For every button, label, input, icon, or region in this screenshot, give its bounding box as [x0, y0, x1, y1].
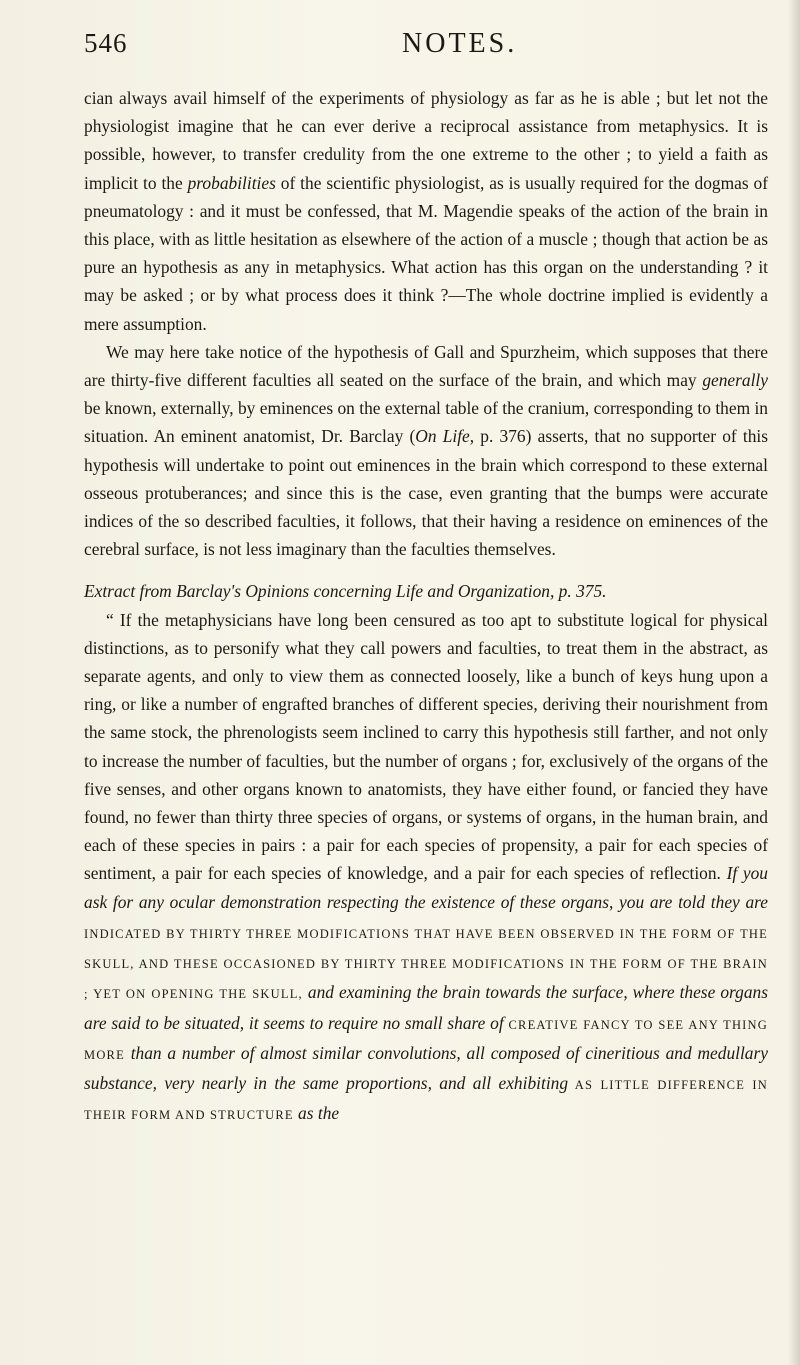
paragraph2-book-title: On Life: [415, 426, 470, 447]
quote-italic-h: as the: [298, 1103, 340, 1124]
page-edge-shadow: [788, 0, 800, 1365]
running-head: NOTES.: [402, 28, 518, 59]
quote-italic-d: and examining the brain towards the surface, where these organs are said to be situated, it seems to require no small share of: [84, 982, 768, 1033]
paragraph2-text-c: be known, externally, by eminences on the external table of the cranium, corresponding to them in situation. An eminent anatomist, Dr. Barclay (: [84, 398, 768, 447]
page-body: [84, 84, 768, 1129]
page-number: 546: [84, 28, 128, 58]
paragraph1-emphasis: probabilities: [187, 172, 276, 193]
paragraph-continuation: [84, 84, 768, 338]
quote-text-a: “ If the metaphysicians have long been censured as too apt to substitute logical for physical distinctions, as to personify what they call powers and faculties, to treat them in the abstract, as separate agents, and only to view them as connected loosely, like a bunch of keys hung upon a ring, or like a number of engrafted branches of different species, deriving their nourishment from the same stock, the phrenologists seem inclined to carry this hypothesis still farther, and not only to increase the number of faculties, but the number of organs ; for, exclusively of the organs of the five senses, and other organs known to anatomists, they have either found, or fancied they have found, no fewer than thirty three species of organs, or systems of organs, in the human brain, and each of these species in pairs : a pair for each species of propensity, a pair for each species of sentiment, a pair for each species of knowledge, and a pair for each species of reflection.: [84, 609, 768, 884]
paragraph2-text-a: We may here take notice of the hypothesis of Gall and Spurzheim, which supposes that there are thirty-five different faculties all seated on the surface of the brain, and which may: [84, 341, 768, 391]
quote-smallcaps-c: INDICATED BY THIRTY THREE MODIFICATIONS THAT HAVE BEEN OBSERVED IN THE FORM OF THE SKULL, AND THESE OCCASIONED BY THIRTY THREE MODIFICATIONS IN THE FORM OF THE BRAIN ; YET ON OPENING THE SKULL,: [84, 926, 768, 1002]
paragraph2-emphasis-generally: generally: [702, 370, 768, 391]
quote-italic-b: If you ask for any ocular demonstration respecting the existence of these organs, you are told they are: [84, 863, 768, 912]
page-header: [84, 28, 704, 68]
barclay-quotation: [84, 606, 768, 1130]
paragraph1-text-a: cian always avail himself of the experiments of physiology as far as he is able ; but let not the physiologist imagine that he can ever derive a reciprocal assistance from metaphysics. It is possible, however, to transfer credulity from the one extreme to the other ; to yield a faith as implicit to the: [84, 88, 768, 193]
paragraph-gall-spurzheim: [84, 338, 768, 564]
extract-title: Extract from Barclay's Opinions concerning Life and Organization, p. 375.: [84, 581, 607, 602]
quote-italic-f: than a number of almost similar convolutions, all composed of cineritious and medullary substance, very nearly in the same proportions, and all exhibiting: [84, 1042, 768, 1093]
quote-smallcaps-g: AS LITTLE DIFFERENCE IN THEIR FORM AND STRUCTURE: [84, 1077, 768, 1123]
paragraph2-text-e: , p. 376) asserts, that no supporter of this hypothesis will undertake to point out eminences in the brain which correspond to these external osseous protuberances; and since this is the case, even granting that the bumps were accurate indices of the so described faculties, it follows, that their having a residence on eminences of the cerebral surface, is not less imaginary than the faculties themselves.: [84, 426, 769, 560]
quote-smallcaps-e: CREATIVE FANCY TO SEE ANY THING MORE: [84, 1017, 768, 1062]
paragraph1-text-c: of the scientific physiologist, as is usually required for the dogmas of pneumatology : and it must be confessed, that M. Magendie speaks of the action of the brain in this place, with as little hesitation as elsewhere of the action of a muscle ; though that action be as pure an hypothesis as any in metaphysics. What action has this organ on the understanding ? it may be asked ; or by what process does it think ?—The whole doctrine implied is evidently a mere assumption.: [84, 172, 768, 334]
